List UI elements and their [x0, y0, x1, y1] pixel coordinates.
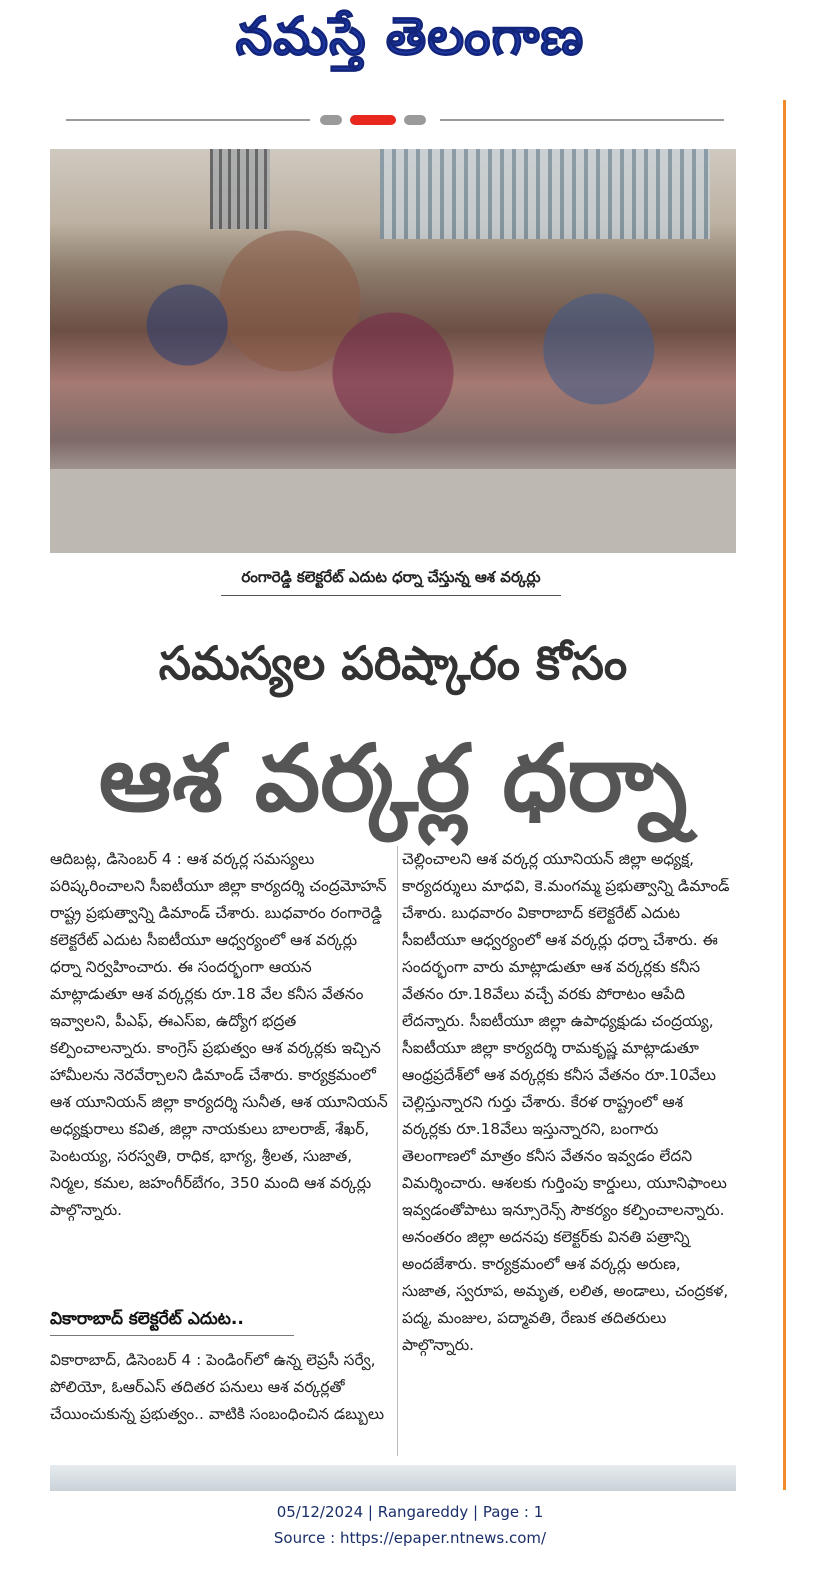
article-column-2 — [402, 846, 732, 1359]
article-paragraph-1: ఆదిబట్ల, డిసెంబర్ 4 : ఆశ వర్కర్ల సమస్యలు పరిష్కరించాలని సీఐటీయూ జిల్లా కార్యదర్శి చంద్రమోహన్ రాష్ట్ర ప్రభుత్వాన్ని డిమాండ్ చేశారు. బుధవారం రంగారెడ్డి కలెక్టరేట్ ఎదుట సీఐటీయూ ఆధ్వర్యంలో ఆశ వర్కర్లు ధర్నా నిర్వహించారు. ఈ సందర్భంగా ఆయన మాట్లాడుతూ ఆశ వర్కర్లకు రూ.18 వేల కనీస వేతనం ఇవ్వాలని, పీఎఫ్, ఈఎస్ఐ, ఉద్యోగ భద్రత కల్పించాలన్నారు. కాంగ్రెస్ ప్రభుత్వం ఆశ వర్కర్లకు ఇచ్చిన హామీలను నెరవేర్చాలని డిమాండ్ చేశారు. కార్యక్రమంలో ఆశ యూనియన్ జిల్లా కార్యదర్శి సునీత, ఆశ యూనియన్ అధ్యక్షురాలు కవిత, జిల్లా నాయకులు బాలరాజ్, శేఖర్, పెంటయ్య, సరస్వతి, రాధిక, భాగ్య, శ్రీలత, సుజాత, నిర్మల, కమల, జహంగీర్‌బేగం, 350 మంది ఆశ వర్కర్లు పాల్గొన్నారు. — [50, 850, 388, 1219]
article-column-1 — [50, 846, 392, 1224]
masthead-rule-left — [66, 119, 310, 121]
subheading-text: వికారాబాద్ కలెక్టరేట్ ఎదుట.. — [50, 1309, 244, 1329]
photo-caption — [221, 568, 561, 598]
masthead-rule-right — [440, 119, 724, 121]
photo-road — [50, 469, 736, 553]
article-paragraph-3: చెల్లించాలని ఆశ వర్కర్ల యూనియన్ జిల్లా అధ్యక్ష, కార్యదర్శులు మాధవి, కె.మంగమ్మ ప్రభుత్వాన్ని డిమాండ్ చేశారు. బుధవారం వికారాబాద్ కలెక్టరేట్ ఎదుట సీఐటీయూ ఆధ్వర్యంలో ఆశ వర్కర్లు ధర్నా చేశారు. ఈ సందర్భంగా వారు మాట్లాడుతూ ఆశ వర్కర్లకు కనీస వేతనం రూ.18వేలు వచ్చే వరకు పోరాటం ఆపేది లేదన్నారు. సీఐటీయూ జిల్లా ఉపాధ్యక్షుడు చంద్రయ్య, సీఐటీయూ జిల్లా కార్యదర్శి రామకృష్ణ మాట్లాడుతూ ఆంధ్రప్రదేశ్‌లో ఆశ వర్కర్లకు కనీస వేతనం రూ.10వేలు చెల్లిస్తున్నారని గుర్తు చేశారు. కేరళ రాష్ట్రంలో ఆశ వర్కర్లకు రూ.18వేలు ఇస్తున్నారని, బంగారు తెలంగాణలో మాత్రం కనీస వేతనం ఇవ్వడం లేదని విమర్శించారు. ఆశలకు గుర్తింపు కార్డులు, యూనిఫాంలు ఇవ్వడంతోపాటు ఇన్సూరెన్స్ సౌకర్యం కల్పించాలన్నారు. అనంతరం జిల్లా అదనపు కలెక్టర్‌కు వినతి పత్రాన్ని అందజేశారు. కార్యక్రమంలో ఆశ వర్కర్లు అరుణ, సుజాత, స్వరూప, అమృత, లలిత, అండాలు, చంద్రకళ, పద్మ, మంజుల, పద్మావతి, రేణుక తదితరులు పాల్గొన్నారు. — [402, 850, 730, 1354]
footer-source-link[interactable]: Source : https://epaper.ntnews.com/ — [273, 1529, 547, 1547]
masthead-logo: నమస్తే తెలంగాణ — [235, 6, 585, 67]
photo-caption-text: రంగారెడ్డి కలెక్టరేట్ ఎదుట ధర్నా చేస్తున్న ఆశ వర్కర్లు — [241, 568, 541, 586]
footer-edition-info: 05/12/2024 | Rangareddy | Page : 1 — [276, 1503, 544, 1521]
photo-gate-left — [210, 149, 270, 229]
headline-top: సమస్యల పరిష్కారం కోసం — [158, 636, 628, 690]
protest-photo — [50, 149, 736, 553]
rule-dot-red — [350, 115, 396, 125]
rule-dot-gray-right — [404, 115, 426, 125]
photo-crowd — [50, 229, 736, 469]
rule-dot-gray-left — [320, 115, 342, 125]
next-article-photo-strip — [50, 1465, 736, 1491]
article-column-1-continued — [50, 1347, 392, 1428]
article-paragraph-2: వికారాబాద్, డిసెంబర్ 4 : పెండింగ్‌లో ఉన్న లెప్రసీ సర్వే, పోలియో, ఓఆర్ఎస్ తదితర పనులు ఆశ వర్కర్లతో చేయించుకున్న ప్రభుత్వం.. వాటికి సంబంధించిన డబ్బులు — [50, 1351, 385, 1423]
headline-main: ఆశ వర్కర్ల ధర్నా — [98, 725, 688, 832]
column-divider — [397, 846, 398, 1456]
subheading-vikarabad — [50, 1304, 294, 1336]
photo-gate-right — [380, 149, 710, 239]
